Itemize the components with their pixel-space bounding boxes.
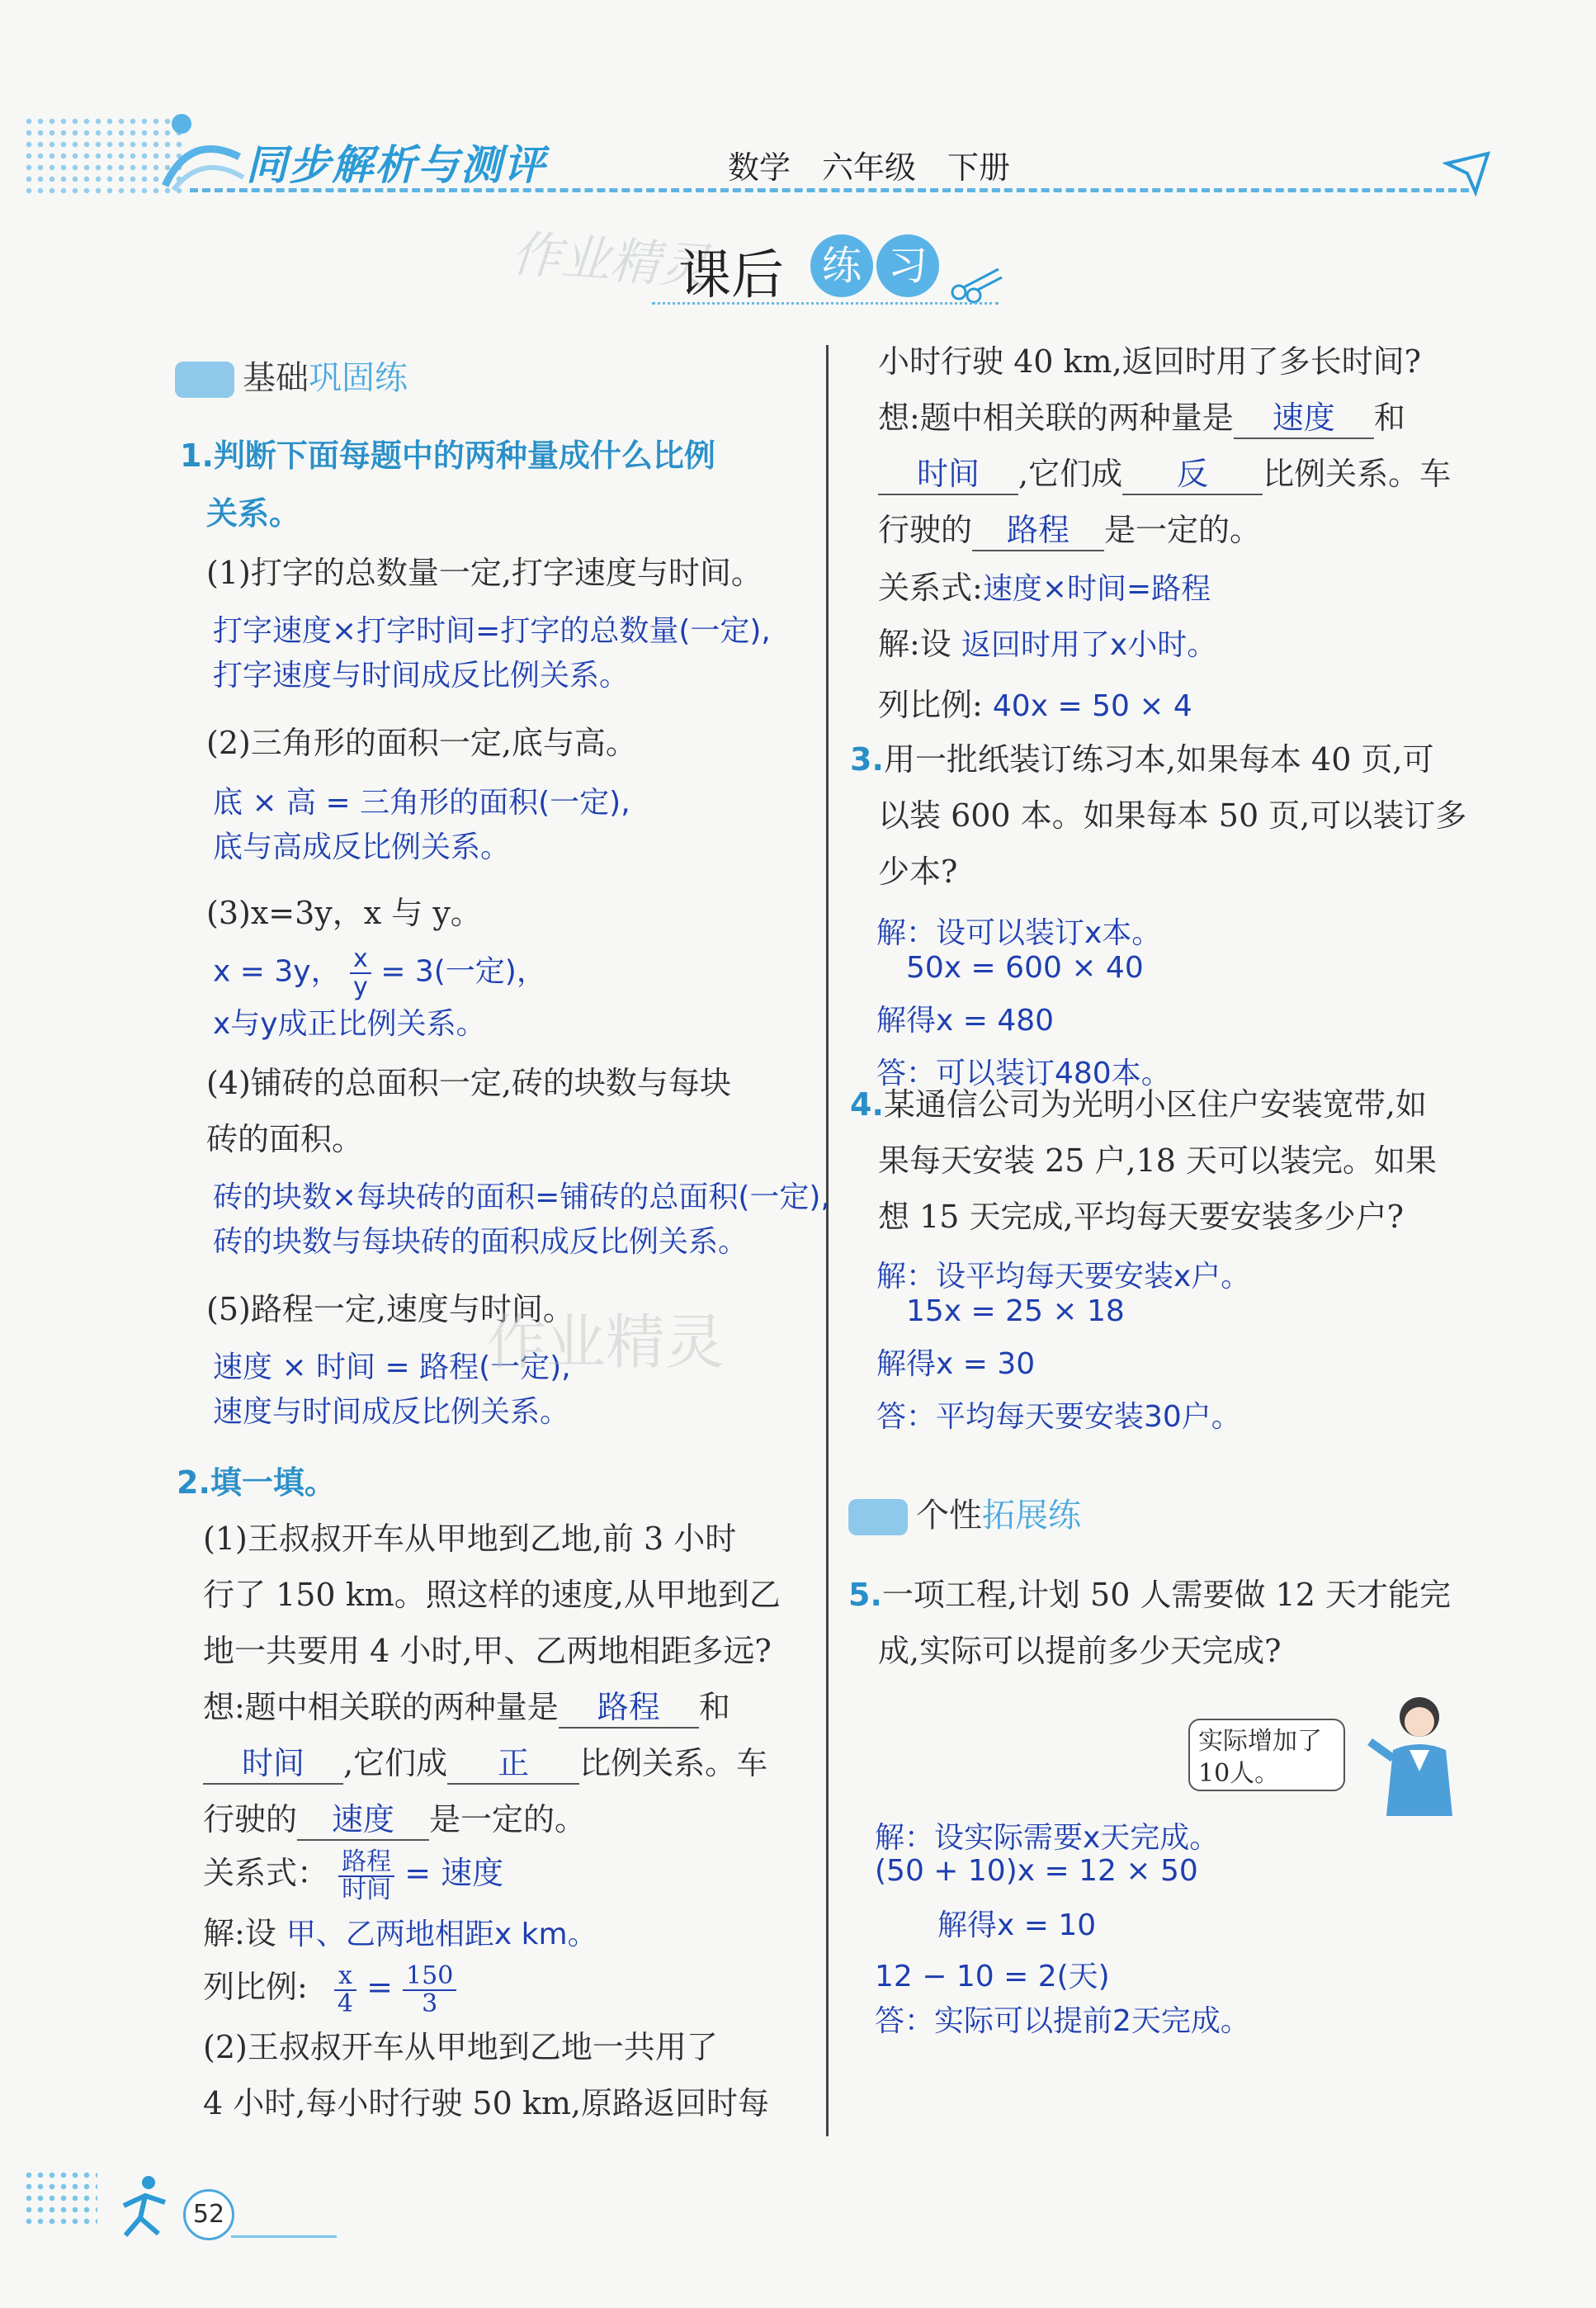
question-number: 1.: [180, 437, 214, 474]
q2-part2-solution: 解:设 返回时用了x小时。: [878, 626, 1217, 662]
q3-line2: 以装 600 本。如果每本 50 页,可以装订多: [878, 797, 1467, 834]
question-number: 3.: [850, 741, 884, 778]
q5-answer-line2: (50 + 10)x = 12 × 50: [875, 1854, 1198, 1888]
fraction: $\frac{x}{4}$: [334, 1963, 357, 2017]
fill-blank: 时间: [878, 456, 1018, 495]
question-number: 5.: [848, 1577, 882, 1613]
q1-part4-answer-line1: 砖的块数×每块砖的面积=铺砖的总面积(一定),: [213, 1180, 830, 1214]
series-title: 同步解析与测评: [246, 141, 546, 189]
q2-part2-line3: 小时行驶 40 km,返回时用了多长时间?: [878, 343, 1422, 380]
q2-part2-think-line1: 想:题中相关联的两种量是 速度 和: [878, 400, 1405, 439]
section-tag-basic: [175, 352, 408, 399]
question-number: 2.: [177, 1464, 210, 1501]
watermark-logo: 作业精灵: [487, 1308, 725, 1377]
q2-part1-line3: 地一共要用 4 小时,甲、乙两地相距多远?: [203, 1633, 772, 1669]
section-tag-highlight: 拓展练: [982, 1497, 1081, 1535]
q2-part1-solution: 解:设 甲、乙两地相距x km。: [203, 1915, 597, 1951]
fraction: $\frac{150}{3}$: [403, 1963, 456, 2017]
q2-part2-proportion: 列比例: 40x = 50 × 4: [878, 687, 1192, 723]
q1-part3-question: (3)x=3y，x 与 y。: [206, 895, 482, 931]
section-tag-extension: [848, 1489, 1081, 1536]
section-banner-circles: [810, 234, 942, 297]
q5-line1: 5.一项工程,计划 50 人需要做 12 天才能完: [848, 1577, 1451, 1613]
q5-line2: 成,实际可以提前多少天完成?: [878, 1633, 1282, 1669]
section-banner-title: 课后: [678, 245, 784, 306]
running-figure-icon: [116, 2173, 173, 2242]
people-group-icon: [848, 1499, 908, 1535]
q1-stem-line2: 关系。: [206, 495, 301, 532]
q2-part1-line1: (1)王叔叔开车从甲地到乙地,前 3 小时: [203, 1521, 737, 1557]
q2-part1-proportion: 列比例: $\frac{x}{4}$ = $\frac{150}{3}$: [203, 1963, 456, 2017]
q3-answer-line4: 答：可以装订480本。: [876, 1057, 1171, 1090]
q1-part3-answer-line1: x = 3y， $\frac{x}{y}$ = 3(一定)，: [213, 944, 546, 1001]
fill-blank: 速度: [1234, 400, 1374, 439]
banner-underline: [652, 302, 999, 305]
girl-illustration: [1362, 1692, 1477, 1819]
footer-dot-pattern: [23, 2169, 97, 2227]
q4-answer-line3: 解得x = 30: [876, 1347, 1036, 1381]
q2-part2-think-line3: 行驶的 路程 是一定的。: [878, 512, 1261, 551]
paper-plane-icon: [1443, 147, 1492, 200]
q2-part2-line1: (2)王叔叔开车从甲地到乙地一共用了: [203, 2029, 718, 2065]
q4-answer-line2: 15x = 25 × 18: [906, 1294, 1125, 1328]
q1-part1-answer-line1: 打字速度×打字时间=打字的总数量(一定),: [213, 614, 771, 648]
q2-part1-think-line3: 行驶的 速度 是一定的。: [203, 1801, 586, 1841]
q4-line2: 果每天安装 25 户,18 天可以装完。如果: [878, 1142, 1438, 1179]
people-group-icon: [175, 362, 234, 398]
q1-part2-question: (2)三角形的面积一定,底与高。: [206, 725, 637, 761]
q2-part2-line2: 4 小时,每小时行驶 50 km,原路返回时每: [203, 2085, 769, 2121]
q1-part5-answer-line1: 速度 × 时间 = 路程(一定),: [213, 1350, 571, 1384]
q2-part1-think-line1: 想:题中相关联的两种量是 路程 和: [203, 1689, 730, 1729]
q4-answer-line1: 解：设平均每天要安装x户。: [876, 1260, 1251, 1294]
fill-blank: 速度: [297, 1801, 429, 1841]
speech-bubble: 实际增加了 10人。: [1188, 1719, 1345, 1791]
fill-blank: 路程: [559, 1689, 699, 1729]
banner-circle-char: 习: [876, 234, 939, 297]
fill-blank: 时间: [203, 1745, 343, 1785]
header-divider: [190, 188, 1469, 192]
q2-part1-relation: 关系式： $\frac{\text{路程}}{\text{时间}}$ = 速度: [203, 1847, 504, 1904]
section-tag-prefix: 基础: [243, 359, 309, 397]
q3-answer-line2: 50x = 600 × 40: [906, 951, 1144, 985]
q1-part4-question-line2: 砖的面积。: [206, 1121, 364, 1157]
section-tag-prefix: 个性: [916, 1497, 982, 1535]
q1-stem-line1: 1.判断下面每题中的两种量成什么比例: [180, 437, 715, 474]
q1-part4-question-line1: (4)铺砖的总面积一定,砖的块数与每块: [206, 1065, 731, 1101]
q1-part2-answer-line2: 底与高成反比例关系。: [213, 830, 511, 864]
q1-part2-answer-line1: 底 × 高 = 三角形的面积(一定),: [213, 786, 630, 820]
q2-part2-think-line2: 时间 ,它们成 反 比例关系。车: [878, 456, 1451, 495]
q4-line1: 4.某通信公司为光明小区住户安装宽带,如: [850, 1086, 1427, 1123]
question-number: 4.: [850, 1086, 884, 1123]
q5-answer-line4: 12 − 10 = 2(天): [875, 1960, 1110, 1993]
q3-line1: 3.用一批纸装订练习本,如果每本 40 页,可: [850, 741, 1434, 778]
q2-part1-line2: 行了 150 km。照这样的速度,从甲地到乙: [203, 1577, 781, 1613]
q5-answer-line1: 解：设实际需要x天完成。: [875, 1821, 1220, 1855]
q5-answer-line3: 解得x = 10: [937, 1908, 1097, 1942]
q1-part5-question: (5)路程一定,速度与时间。: [206, 1291, 574, 1327]
q2-header: 2.填一填。: [177, 1464, 336, 1501]
fill-blank: 反: [1122, 456, 1263, 495]
banner-circle-char: 练: [810, 234, 873, 297]
footer-line: [231, 2235, 337, 2238]
q5-answer-line5: 答：实际可以提前2天完成。: [875, 2004, 1250, 2038]
q2-part2-relation: 关系式:速度×时间=路程: [878, 570, 1211, 606]
fill-blank: 正: [447, 1745, 579, 1785]
page-number: 52: [183, 2189, 234, 2240]
q3-line3: 少本?: [878, 854, 958, 890]
q1-part5-answer-line2: 速度与时间成反比例关系。: [213, 1395, 570, 1429]
header-swoosh-logo-icon: [157, 107, 248, 201]
q4-answer-line4: 答：平均每天要安装30户。: [876, 1400, 1241, 1434]
q1-part4-answer-line2: 砖的块数与每块砖的面积成反比例关系。: [213, 1225, 748, 1259]
q3-answer-line3: 解得x = 480: [876, 1004, 1055, 1038]
q1-part3-answer-line2: x与y成正比例关系。: [213, 1007, 486, 1041]
scissors-icon: [949, 262, 1007, 307]
q3-answer-line1: 解：设可以装订x本。: [876, 916, 1162, 950]
q1-part1-question: (1)打字的总数量一定,打字速度与时间。: [206, 555, 763, 591]
fraction: $\frac{x}{y}$: [350, 946, 371, 1000]
section-tag-highlight: 巩固练: [309, 359, 408, 397]
q1-part1-answer-line2: 打字速度与时间成反比例关系。: [213, 659, 630, 693]
subject-grade-volume: 数学 六年级 下册: [728, 149, 1011, 186]
watermark-logo: 作业精灵: [509, 225, 711, 297]
fill-blank: 路程: [972, 512, 1104, 551]
column-divider: [826, 345, 829, 2136]
q2-part1-think-line2: 时间 ,它们成 正 比例关系。车: [203, 1745, 767, 1785]
fraction: $\frac{\text{路程}}{\text{时间}}$: [338, 1849, 394, 1903]
q4-line3: 想 15 天完成,平均每天要安装多少户?: [878, 1199, 1404, 1235]
